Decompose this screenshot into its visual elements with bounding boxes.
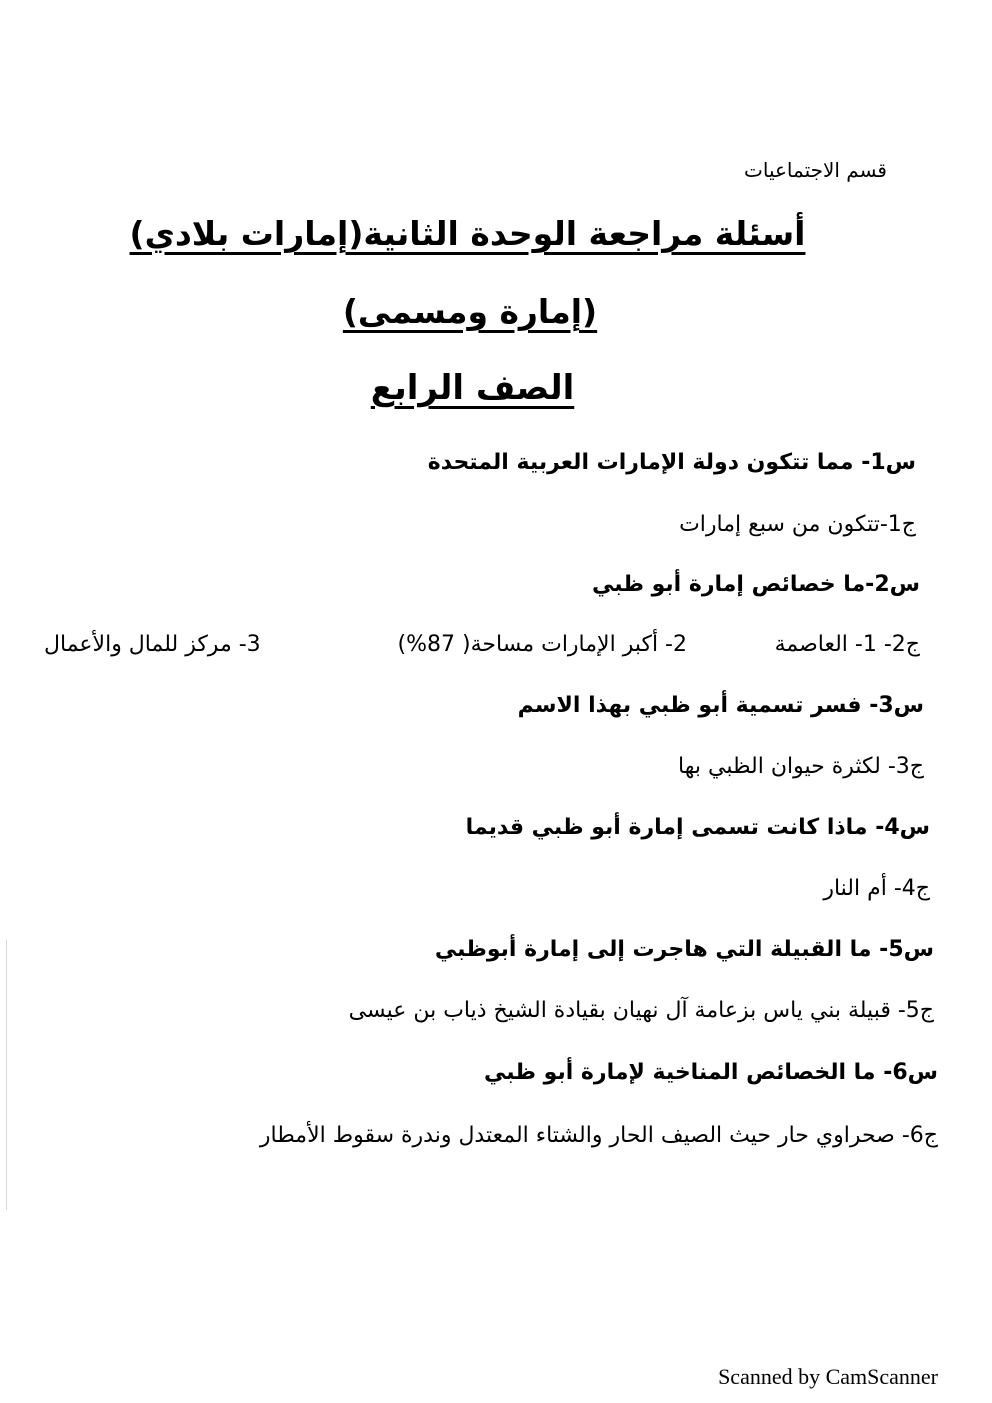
question-5: س5- ما القبيلة التي هاجرت إلى إمارة أبوظبي (434, 937, 934, 962)
grade-title: الصف الرابع (370, 368, 575, 408)
question-1: س1- مما تتكون دولة الإمارات العربية المتحدة (427, 450, 916, 475)
answer-2-part-2: 2- أكبر الإمارات مساحة( 87%) (397, 632, 687, 657)
scan-edge-line (6, 940, 7, 1210)
scanner-watermark: Scanned by CamScanner (718, 1364, 938, 1389)
main-title: أسئلة مراجعة الوحدة الثانية(إمارات بلادي) (129, 214, 806, 253)
answer-1: ج1-تتكون من سبع إمارات (679, 512, 916, 537)
answer-4: ج4- أم النار (823, 876, 930, 901)
answer-2-part-3: 3- مركز للمال والأعمال (44, 632, 261, 657)
sub-title: (إمارة ومسمى) (342, 292, 598, 331)
question-6: س6- ما الخصائص المناخية لإمارة أبو ظبي (484, 1060, 938, 1085)
question-2: س2-ما خصائص إمارة أبو ظبي (591, 572, 920, 597)
department-label: قسم الاجتماعيات (744, 158, 887, 182)
answer-6: ج6- صحراوي حار حيث الصيف الحار والشتاء المعتدل وندرة سقوط الأمطار (259, 1123, 938, 1148)
answer-3: ج3- لكثرة حيوان الظبي بها (678, 754, 924, 779)
answer-2-part-1: ج2- 1- العاصمة (774, 632, 920, 657)
answer-5: ج5- قبيلة بني ياس بزعامة آل نهيان بقيادة الشيخ ذياب بن عيسى (348, 998, 934, 1023)
question-3: س3- فسر تسمية أبو ظبي بهذا الاسم (517, 693, 924, 718)
question-4: س4- ماذا كانت تسمى إمارة أبو ظبي قديما (465, 815, 930, 840)
